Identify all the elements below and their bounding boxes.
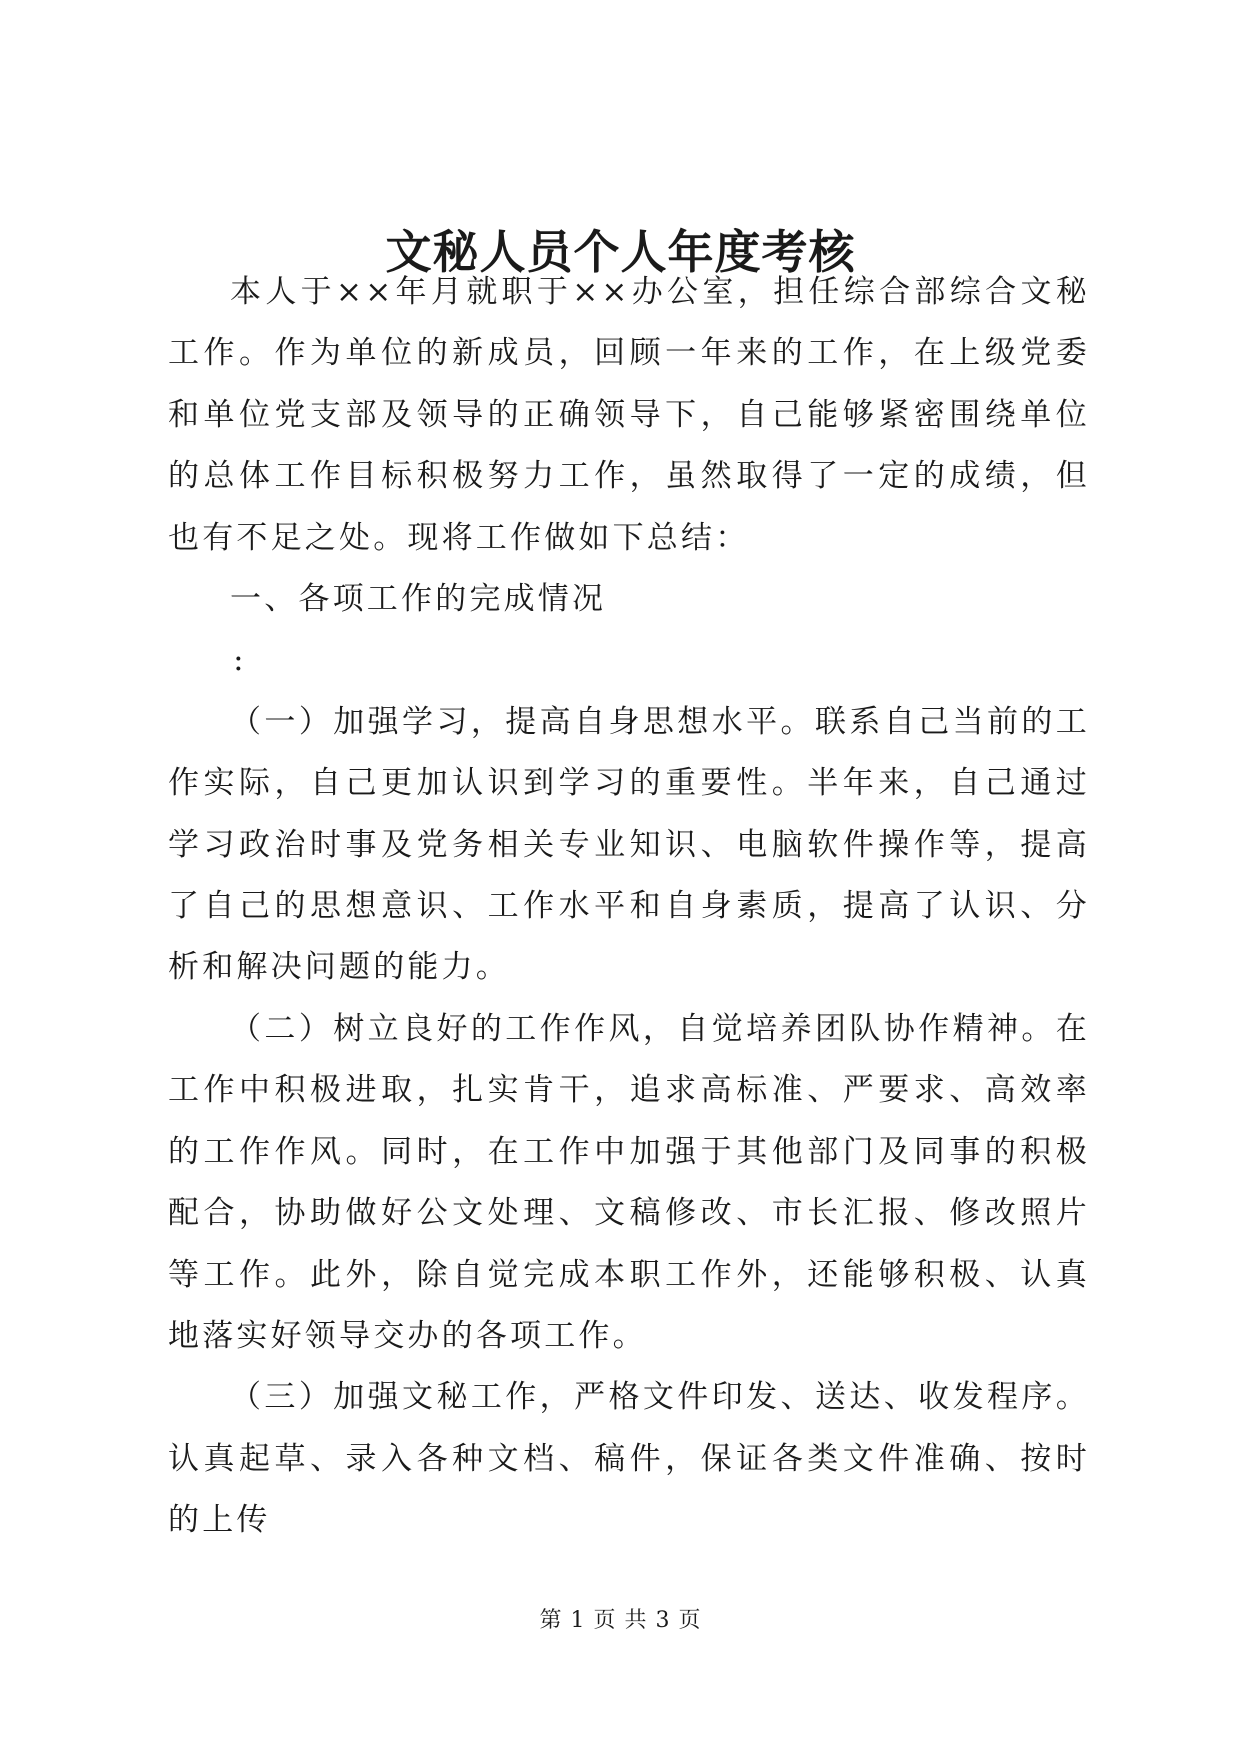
colon-line: :	[233, 642, 247, 679]
paragraph-item-1: （一）加强学习，提高自身思想水平。联系自己当前的工作实际，自己更加认识到学习的重要性。半年来，自己通过学习政治时事及党务相关专业知识、电脑软件操作等，提高了自己的思想意识、工作水平和自身素质，提高了认识、分析和解决问题的能力。	[168, 703, 1090, 986]
section-heading: 一、各项工作的完成情况	[230, 581, 607, 618]
document-title: 文秘人员个人年度考核	[385, 225, 856, 279]
paragraph-item-2: （二）树立良好的工作作风，自觉培养团队协作精神。在工作中积极进取，扎实肯干，追求高标准、严要求、高效率的工作作风。同时，在工作中加强于其他部门及同事的积极配合，协助做好公文处理、文稿修改、市长汇报、修改照片等工作。此外，除自觉完成本职工作外，还能够积极、认真地落实好领导交办的各项工作。	[168, 1010, 1090, 1354]
paragraph-item-3: （三）加强文秘工作，严格文件印发、送达、收发程序。认真起草、录入各种文档、稿件，保证各类文件准确、按时的上传	[168, 1379, 1090, 1539]
paragraph-intro: 本人于××年月就职于××办公室，担任综合部综合文秘工作。作为单位的新成员，回顾一年来的工作，在上级党委和单位党支部及领导的正确领导下，自己能够紧密围绕单位的总体工作目标积极努力工作，虽然取得了一定的成绩，但也有不足之处。现将工作做如下总结：	[168, 274, 1090, 556]
document-body	[168, 262, 1090, 1552]
page-footer: 第 1 页 共 3 页	[539, 1608, 702, 1633]
